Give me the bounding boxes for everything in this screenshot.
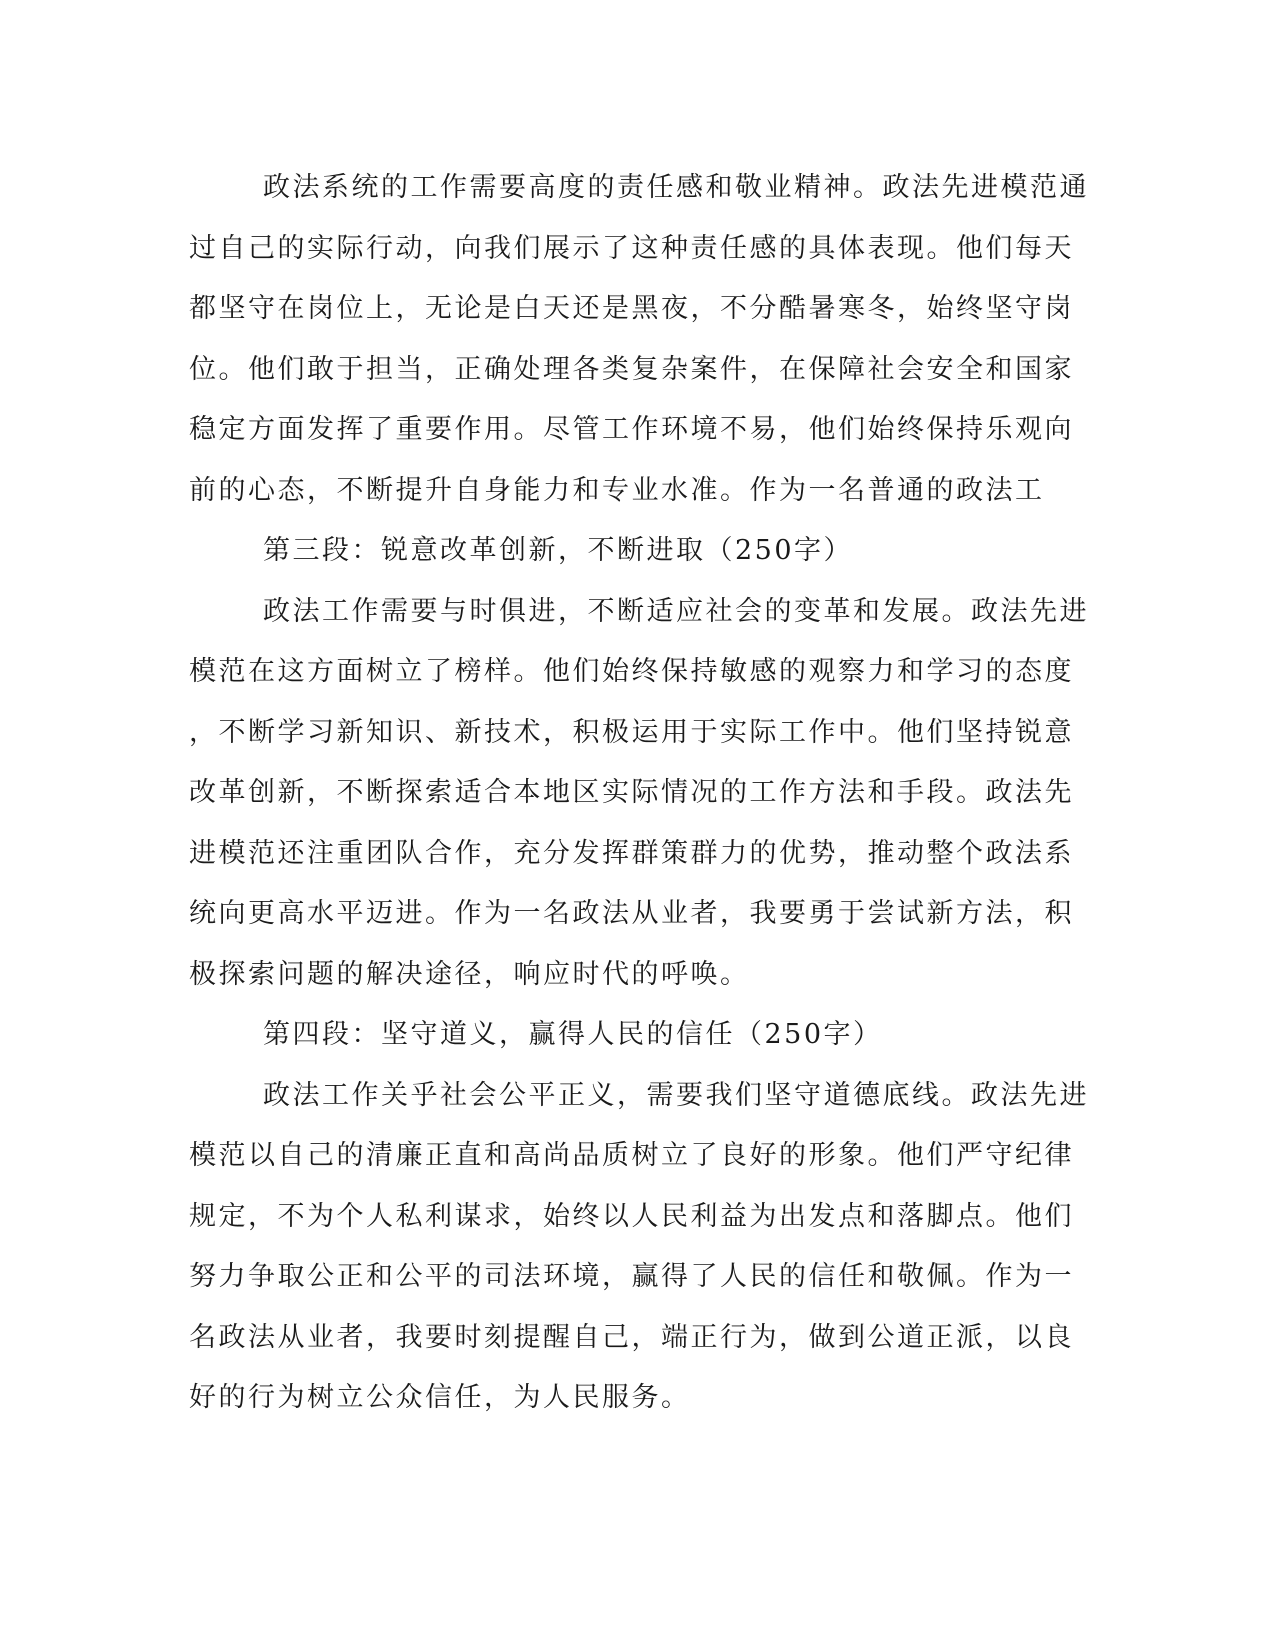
text-line: 名政法从业者，我要时刻提醒自己，端正行为，做到公道正派，以良 <box>189 1321 1074 1353</box>
paragraph <box>189 1066 1089 1429</box>
text-line: 位。他们敢于担当，正确处理各类复杂案件，在保障社会安全和国家 <box>189 353 1074 385</box>
paragraph <box>189 158 1089 521</box>
text-line: 模范以自己的清廉正直和高尚品质树立了良好的形象。他们严守纪律 <box>189 1140 1074 1171</box>
document-body <box>189 158 1089 1429</box>
text-line: 统向更高水平迈进。作为一名政法从业者，我要勇于尝试新方法，积 <box>189 898 1074 929</box>
text-line: ，不断学习新知识、新技术，积极运用于实际工作中。他们坚持锐意 <box>189 716 1074 748</box>
text-line: 政法工作关乎社会公平正义，需要我们坚守道德底线。政法先进 <box>263 1079 1089 1111</box>
text-line: 模范在这方面树立了榜样。他们始终保持敏感的观察力和学习的态度 <box>189 656 1074 687</box>
text-line: 前的心态，不断提升自身能力和专业水准。作为一名普通的政法工 <box>189 474 1045 506</box>
text-line: 都坚守在岗位上，无论是白天还是黑夜，不分酷暑寒冬，始终坚守岗 <box>189 293 1074 324</box>
text-line: 进模范还注重团队合作，充分发挥群策群力的优势，推动整个政法系 <box>189 837 1074 869</box>
text-line: 极探索问题的解决途径，响应时代的呼唤。 <box>189 958 750 990</box>
paragraph <box>189 582 1089 1006</box>
text-line: 规定，不为个人私利谋求，始终以人民利益为出发点和落脚点。他们 <box>189 1200 1074 1232</box>
text-line: 改革创新，不断探索适合本地区实际情况的工作方法和手段。政法先 <box>189 777 1074 808</box>
section-heading: 第四段：坚守道义，赢得人民的信任（250字） <box>263 1019 883 1050</box>
text-line: 过自己的实际行动，向我们展示了这种责任感的具体表现。他们每天 <box>189 232 1074 264</box>
text-line: 努力争取公正和公平的司法环境，赢得了人民的信任和敬佩。作为一 <box>189 1261 1074 1292</box>
text-line: 政法系统的工作需要高度的责任感和敬业精神。政法先进模范通 <box>263 172 1089 203</box>
text-line: 政法工作需要与时俱进，不断适应社会的变革和发展。政法先进 <box>263 595 1089 627</box>
text-line: 稳定方面发挥了重要作用。尽管工作环境不易，他们始终保持乐观向 <box>189 414 1074 445</box>
text-line: 好的行为树立公众信任，为人民服务。 <box>189 1382 691 1413</box>
section-heading: 第三段：锐意改革创新，不断进取（250字） <box>263 535 854 566</box>
